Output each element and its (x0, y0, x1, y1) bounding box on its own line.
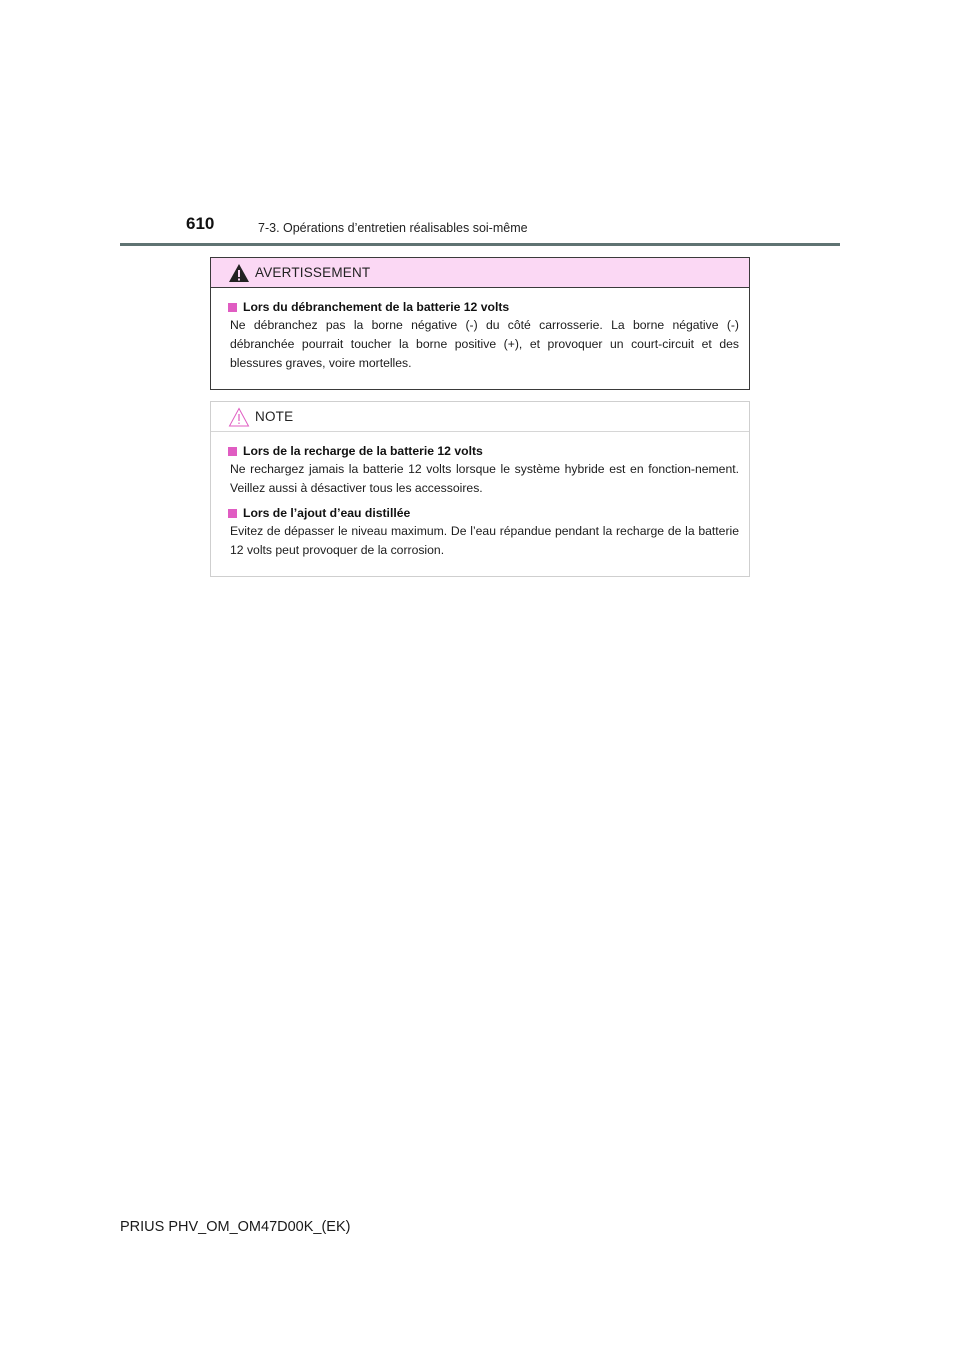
note-item-text: Ne rechargez jamais la batterie 12 volts lorsque le système hybride est en fonction-nement. Veillez aussi à désactiver tous les accessoires. (230, 462, 739, 495)
note-label: NOTE (255, 409, 294, 424)
document-id: PRIUS PHV_OM_OM47D00K_(EK) (120, 1219, 351, 1235)
section-title: 7-3. Opérations d’entretien réalisables soi-même (258, 221, 528, 235)
warning-body (211, 288, 749, 373)
note-item (228, 504, 739, 560)
note-header (211, 402, 749, 432)
note-body (211, 432, 749, 560)
warning-item-title-text: Lors du débranchement de la batterie 12 volts (243, 300, 510, 314)
header-rule (120, 243, 840, 246)
warning-label: AVERTISSEMENT (255, 265, 371, 280)
bullet-square-icon (228, 509, 237, 518)
note-item-text: Evitez de dépasser le niveau maximum. De l’eau répandue pendant la recharge de la batterie 12 volts peut provoquer de la corrosion. (230, 524, 739, 557)
note-item-title-text: Lors de la recharge de la batterie 12 volts (243, 444, 483, 458)
warning-triangle-outline-icon (227, 406, 251, 428)
note-box (210, 401, 750, 577)
warning-item (228, 298, 739, 373)
bullet-square-icon (228, 447, 237, 456)
note-item-title (228, 442, 739, 460)
page-number: 610 (186, 214, 215, 233)
warning-box (210, 257, 750, 390)
warning-item-title (228, 298, 739, 316)
warning-header (211, 258, 749, 288)
bullet-square-icon (228, 303, 237, 312)
note-item-title-text: Lors de l’ajout d’eau distillée (243, 506, 411, 520)
warning-triangle-filled-icon (227, 262, 251, 284)
note-item-title (228, 504, 739, 522)
note-item (228, 442, 739, 498)
warning-item-text: Ne débranchez pas la borne négative (-) du côté carrosserie. La borne négative (-) débranchée pourrait toucher la borne positive (+), et provoquer un court-circuit et des blessures graves, voire mortelles. (230, 318, 739, 370)
